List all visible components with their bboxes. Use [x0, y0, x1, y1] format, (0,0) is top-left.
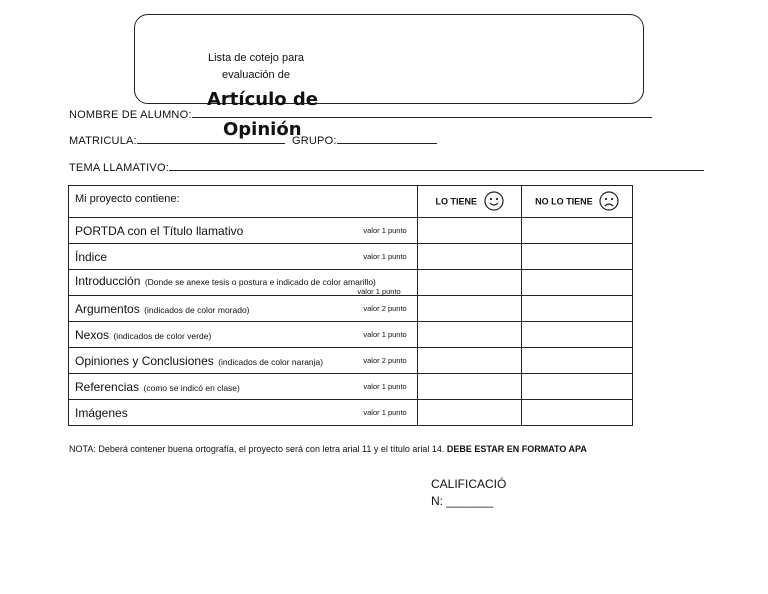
lo-tiene-cell[interactable] — [417, 270, 522, 296]
item-note: (indicados de color verde) — [113, 330, 212, 341]
lo-tiene-cell[interactable] — [417, 400, 522, 426]
table-row — [69, 296, 633, 322]
table-row — [69, 400, 633, 426]
no-lo-tiene-cell[interactable] — [522, 296, 633, 322]
item-name: Nexos — [75, 327, 110, 342]
no-lo-tiene-cell[interactable] — [522, 374, 633, 400]
item-value: valor 1 punto — [363, 408, 407, 417]
matricula-label: MATRICULA: — [69, 135, 137, 147]
lo-tiene-cell[interactable] — [417, 218, 522, 244]
no-lo-tiene-cell[interactable] — [522, 270, 633, 296]
nota-text: NOTA: Deberá contener buena ortografía, el proyecto será con letra arial 11 y el título arial 14. — [69, 444, 447, 454]
item-note: (indicados de color naranja) — [218, 356, 324, 367]
item-cell — [69, 270, 418, 296]
table-row — [69, 322, 633, 348]
title-line1: Artículo de — [207, 89, 318, 110]
item-name: Opiniones y Conclusiones — [75, 353, 214, 368]
nombre-field — [69, 107, 652, 121]
nota-bold: DEBE ESTAR EN FORMATO APA — [446, 444, 587, 454]
matricula-line[interactable] — [137, 133, 285, 144]
calificacion-line2[interactable]: N: _______ — [431, 494, 494, 508]
item-cell — [69, 374, 418, 400]
sad-face-icon — [599, 191, 619, 213]
no-lo-tiene-cell[interactable] — [522, 322, 633, 348]
tema-label: TEMA LLAMATIVO: — [69, 162, 169, 174]
subtitle-line2: evaluación de — [222, 69, 290, 81]
lo-tiene-label: LO TIENE — [435, 195, 478, 206]
item-note: (como se indicó en clase) — [143, 382, 240, 393]
title-line2: Opinión — [223, 119, 302, 140]
lo-tiene-cell[interactable] — [417, 374, 522, 400]
no-lo-tiene-cell[interactable] — [522, 244, 633, 270]
item-value: valor 1 punto — [357, 287, 401, 296]
nombre-line[interactable] — [192, 107, 652, 118]
no-lo-tiene-cell[interactable] — [522, 218, 633, 244]
lo-tiene-header — [417, 186, 522, 218]
table-row — [69, 348, 633, 374]
item-cell — [69, 322, 418, 348]
item-cell — [69, 218, 418, 244]
subtitle-line1: Lista de cotejo para — [207, 52, 304, 64]
item-cell — [69, 296, 418, 322]
grupo-label: GRUPO: — [292, 135, 337, 147]
nota — [69, 444, 587, 454]
item-cell — [69, 348, 418, 374]
no-lo-tiene-cell[interactable] — [522, 400, 633, 426]
happy-face-icon — [484, 191, 504, 213]
table-header-row — [69, 186, 633, 218]
header-cell — [69, 186, 418, 218]
calificacion-line1: CALIFICACIÓ — [431, 477, 507, 491]
item-cell — [69, 400, 418, 426]
checklist-table — [68, 185, 633, 426]
no-lo-tiene-header — [522, 186, 633, 218]
table-row — [69, 218, 633, 244]
nombre-label: NOMBRE DE ALUMNO: — [69, 109, 192, 121]
item-name: Argumentos — [75, 301, 140, 316]
calificacion — [431, 476, 506, 510]
lo-tiene-cell[interactable] — [417, 322, 522, 348]
lo-tiene-cell[interactable] — [417, 296, 522, 322]
lo-tiene-cell[interactable] — [417, 244, 522, 270]
no-lo-tiene-label: NO LO TIENE — [535, 195, 593, 206]
subtitle — [196, 50, 316, 84]
table-row — [69, 270, 633, 296]
item-value: valor 1 punto — [363, 226, 407, 235]
tema-field — [69, 160, 704, 174]
item-value: valor 2 punto — [363, 304, 407, 313]
item-value: valor 2 punto — [363, 356, 407, 365]
no-lo-tiene-cell[interactable] — [522, 348, 633, 374]
grupo-field — [292, 133, 437, 147]
lo-tiene-cell[interactable] — [417, 348, 522, 374]
grupo-line[interactable] — [337, 133, 437, 144]
header-label: Mi proyecto contiene: — [75, 193, 180, 205]
item-note: (indicados de color morado) — [144, 304, 250, 315]
item-name: Imágenes — [75, 405, 128, 420]
item-cell — [69, 244, 418, 270]
item-name: Referencias — [75, 379, 140, 394]
item-value: valor 1 punto — [363, 252, 407, 261]
table-row — [69, 244, 633, 270]
table-row — [69, 374, 633, 400]
item-value: valor 1 punto — [363, 382, 407, 391]
item-name: Introducción — [75, 274, 141, 288]
tema-line[interactable] — [169, 160, 704, 171]
item-value: valor 1 punto — [363, 330, 407, 339]
item-note: (Donde se anexe tesis o postura e indicado de color amarillo) — [144, 277, 376, 287]
item-name: PORTDA con el Título llamativo — [75, 223, 244, 238]
item-name: Índice — [75, 249, 108, 264]
matricula-field — [69, 133, 285, 147]
